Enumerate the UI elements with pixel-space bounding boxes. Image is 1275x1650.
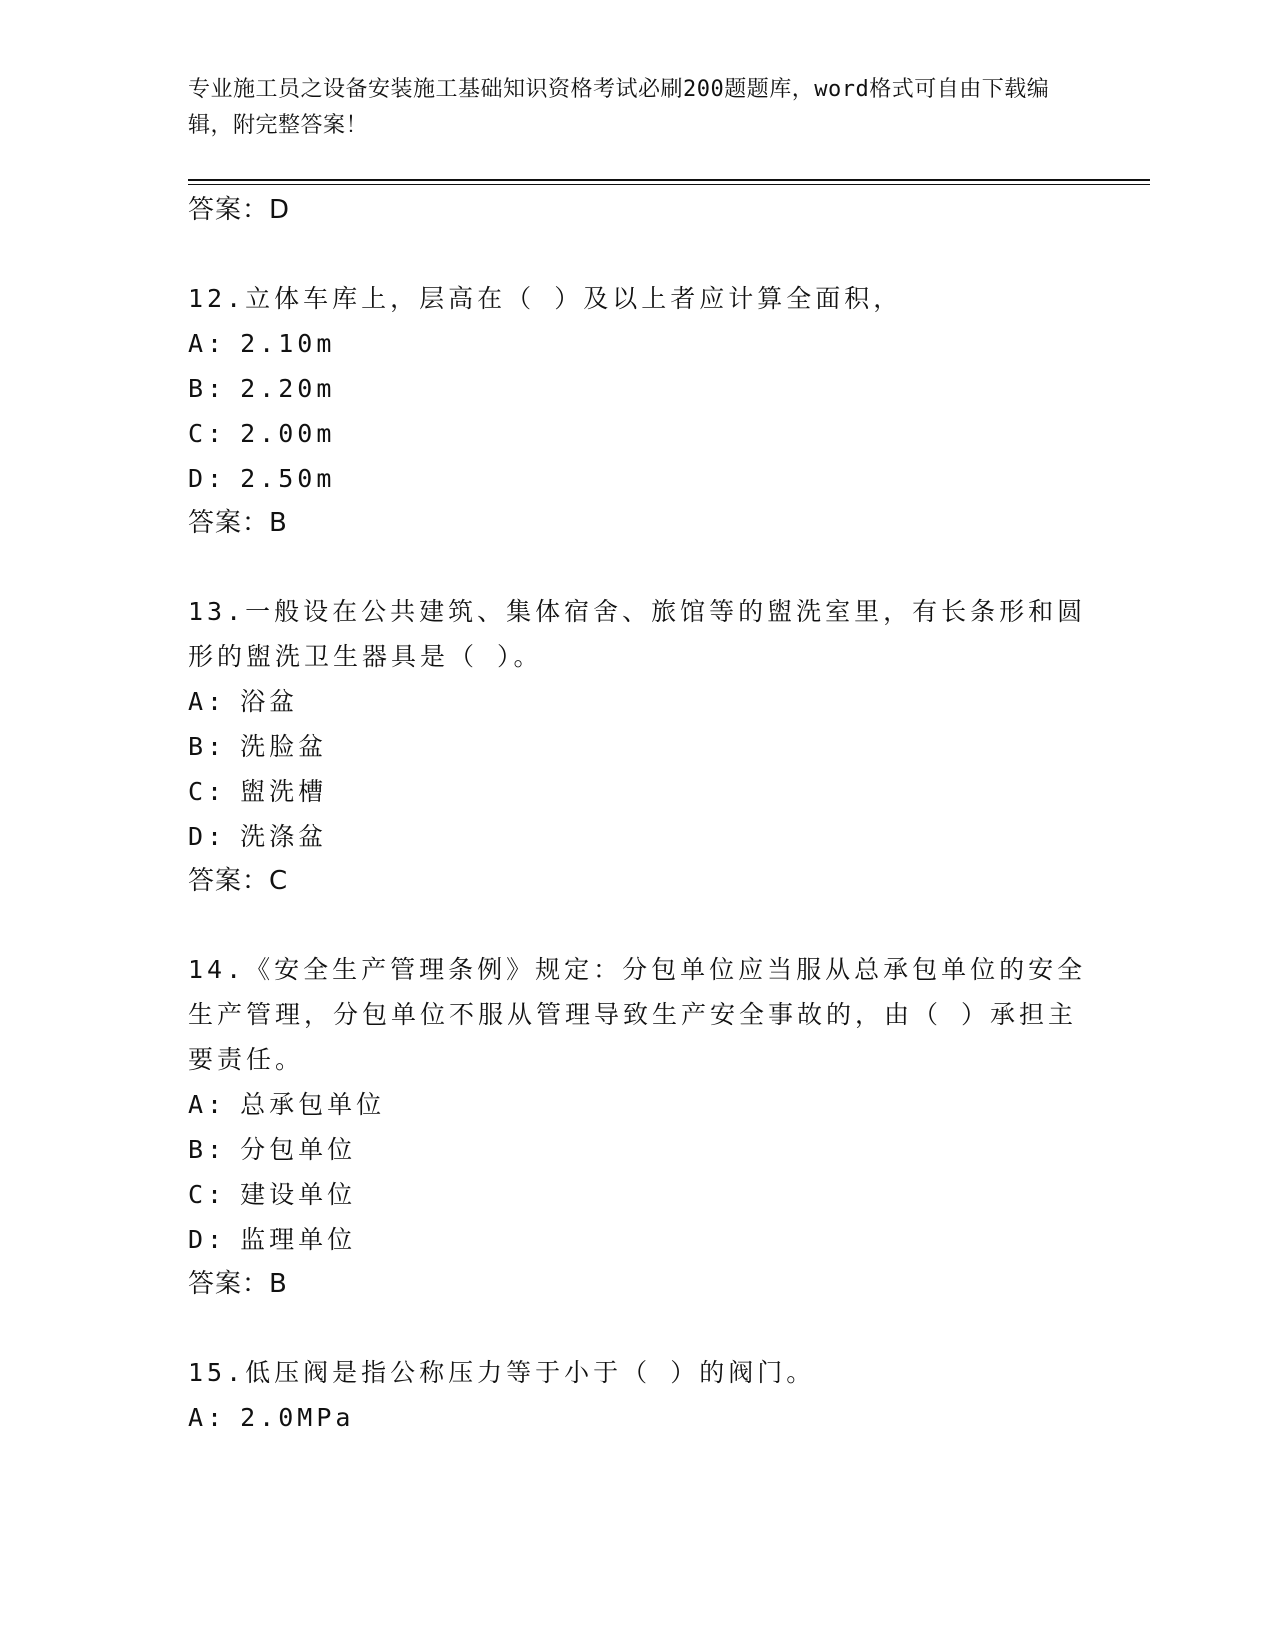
option-c	[188, 411, 1088, 456]
option-label: B:	[188, 374, 227, 403]
option-a	[188, 321, 1088, 366]
option-b	[188, 724, 1088, 769]
question-list	[188, 188, 1088, 1440]
option-label: C:	[188, 1180, 227, 1209]
answer-line: 答案：B	[188, 508, 288, 538]
answer-line: 答案：D	[188, 195, 291, 225]
option-c	[188, 769, 1088, 814]
question-13	[188, 589, 1088, 904]
answer-line: 答案：B	[188, 1269, 288, 1299]
option-b	[188, 366, 1088, 411]
option-label: C:	[188, 777, 227, 806]
option-label: C:	[188, 419, 227, 448]
option-text: 2.20m	[240, 374, 336, 403]
option-b	[188, 1127, 1088, 1172]
question-14	[188, 947, 1088, 1307]
question-text: 14.《安全生产管理条例》规定：分包单位应当服从总承包单位的安全生产管理，分包单位不服从管理导致生产安全事故的，由（ ）承担主要责任。	[188, 955, 1087, 1074]
option-label: B:	[188, 1135, 227, 1164]
answer-line: 答案：C	[188, 866, 289, 896]
option-d	[188, 1217, 1088, 1262]
option-text: 盥洗槽	[240, 777, 328, 806]
option-d	[188, 814, 1088, 859]
option-label: A:	[188, 1403, 227, 1432]
header-divider-thick	[188, 179, 1150, 181]
option-label: A:	[188, 329, 227, 358]
option-label: A:	[188, 1090, 227, 1119]
option-text: 浴盆	[240, 687, 299, 716]
option-text: 2.00m	[240, 419, 336, 448]
option-text: 总承包单位	[240, 1090, 386, 1119]
option-text: 监理单位	[240, 1225, 357, 1254]
question-text: 13.一般设在公共建筑、集体宿舍、旅馆等的盥洗室里，有长条形和圆形的盥洗卫生器具是（ ）。	[188, 597, 1087, 671]
question-text: 15.低压阀是指公称压力等于小于（ ）的阀门。	[188, 1358, 816, 1387]
option-a	[188, 679, 1088, 724]
option-c	[188, 1172, 1088, 1217]
option-text: 2.0MPa	[240, 1403, 355, 1432]
option-label: D:	[188, 822, 227, 851]
option-text: 洗脸盆	[240, 732, 328, 761]
option-label: D:	[188, 1225, 227, 1254]
option-text: 洗涤盆	[240, 822, 328, 851]
option-d	[188, 456, 1088, 501]
header-divider-thin	[188, 184, 1150, 185]
question-12	[188, 276, 1088, 546]
option-label: B:	[188, 732, 227, 761]
option-text: 建设单位	[240, 1180, 357, 1209]
option-a	[188, 1395, 1088, 1440]
question-text: 12.立体车库上，层高在（ ）及以上者应计算全面积，	[188, 284, 903, 313]
option-a	[188, 1082, 1088, 1127]
option-text: 2.50m	[240, 464, 336, 493]
document-header: 专业施工员之设备安装施工基础知识资格考试必刷200题题库，word格式可自由下载编辑，附完整答案！	[188, 77, 1050, 138]
option-text: 分包单位	[240, 1135, 357, 1164]
option-label: A:	[188, 687, 227, 716]
question-15	[188, 1350, 1088, 1440]
option-label: D:	[188, 464, 227, 493]
option-text: 2.10m	[240, 329, 336, 358]
